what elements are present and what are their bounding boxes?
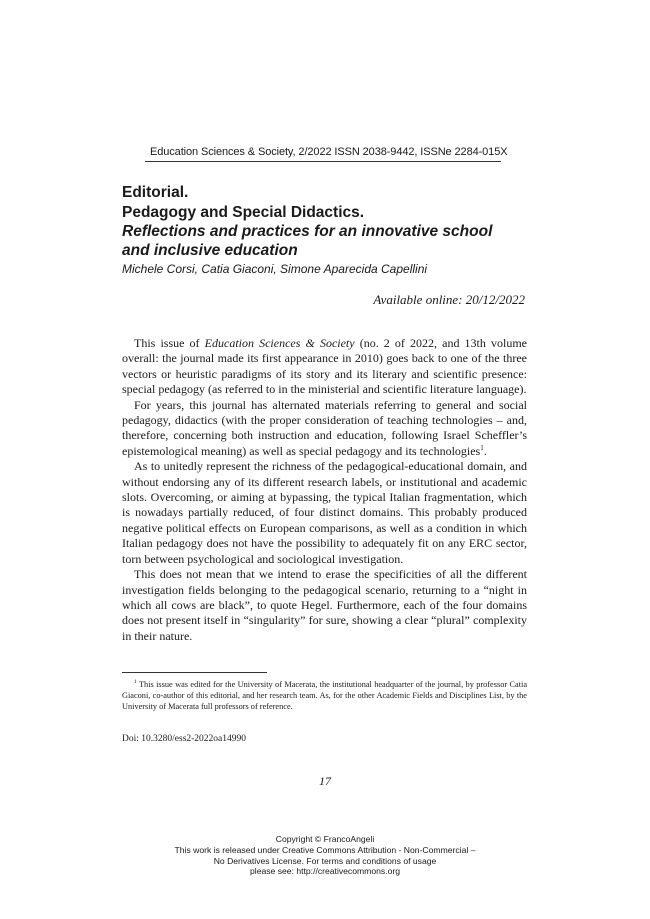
copyright-line-4[interactable]: please see: http://creativecommons.org — [250, 866, 400, 877]
page-number: 17 — [319, 774, 331, 788]
author-list: Michele Corsi, Catia Giaconi, Simone Aparecida Capellini — [122, 262, 428, 276]
footnote — [122, 680, 527, 712]
copyright-line-1: Copyright © FrancoAngeli — [275, 834, 375, 844]
running-head: Education Sciences & Society, 2/2022 ISSN 2038-9442, ISSNe 2284-015X — [150, 146, 508, 158]
article-subtitle-line-2: and inclusive education — [122, 242, 298, 259]
copyright-line-3: No Derivatives License. For terms and conditions of usage — [213, 855, 437, 866]
paragraph-2: For years, this journal has alternated materials referring to general and social pedagogy, didactics (with the proper consideration of teaching technologies – and, therefore, concerning both instruction and education, following Israel Scheffler’s epistemological meaning) as well as special pedagogy and its technologies$^1$. — [122, 397, 527, 458]
footnote-divider — [122, 672, 267, 673]
article-type-label: Editorial. — [122, 184, 189, 201]
copyright-line-2: This work is released under Creative Commons Attribution - Non-Commercial – — [174, 844, 476, 855]
available-online-date: Available online: 20/12/2022 — [373, 292, 525, 307]
article-title: Pedagogy and Special Didactics. — [122, 204, 365, 221]
footnote-text: This issue was edited for the University of Macerata, the institutional headquarter of the journal, by professor Catia Giaconi, co-author of this editorial, and her research team. As, for the other Academic Fields and Disciplines List, by the University of Macerata full professors of reference. — [122, 680, 527, 711]
paragraph-4: This does not mean that we intend to erase the specificities of all the different investigation fields belonging to the pedagogical scenario, returning to a “night in which all cows are black”, to quote Hegel. Furthermore, each of the four domains does not present itself in “singularity” for sure, showing a clear “plural” complexity in their nature. — [122, 567, 527, 643]
paragraph-3: As to unitedly represent the richness of the pedagogical-educational domain, and without endorsing any of its different research labels, or institutional and academic slots. Overcoming, or aiming at bypassing, the typical Italian fragmentation, which is nowadays partially reduced, of four distinct domains. This probably produced negative political effects on European comparisons, as well as a condition in which Italian pedagogy does not have the possibility to adequately fit on any ERC sector, torn between psychological and sociological investigation. — [122, 459, 527, 566]
journal-name: Education Sciences & Society — [204, 336, 355, 350]
copyright-notice — [0, 834, 650, 877]
title-block — [122, 183, 542, 278]
doi[interactable]: Doi: 10.3280/ess2-2022oa14990 — [122, 734, 247, 744]
footnote-mark: 1 — [134, 679, 137, 686]
header-divider — [145, 161, 501, 162]
article-subtitle-line-1: Reflections and practices for an innovative school — [122, 223, 493, 240]
footnote-reference[interactable]: 1 — [480, 443, 484, 452]
article-body — [122, 336, 527, 644]
paragraph-1: This issue of Education Sciences & Society (no. 2 of 2022, and 13th volume overall: the journal made its first appearance in 2010) goes back to one of the three vectors or heuristic paradigms of its story and its literary and scientific presence: special pedagogy (as referred to in the ministerial and scientific literature language). — [122, 336, 527, 397]
